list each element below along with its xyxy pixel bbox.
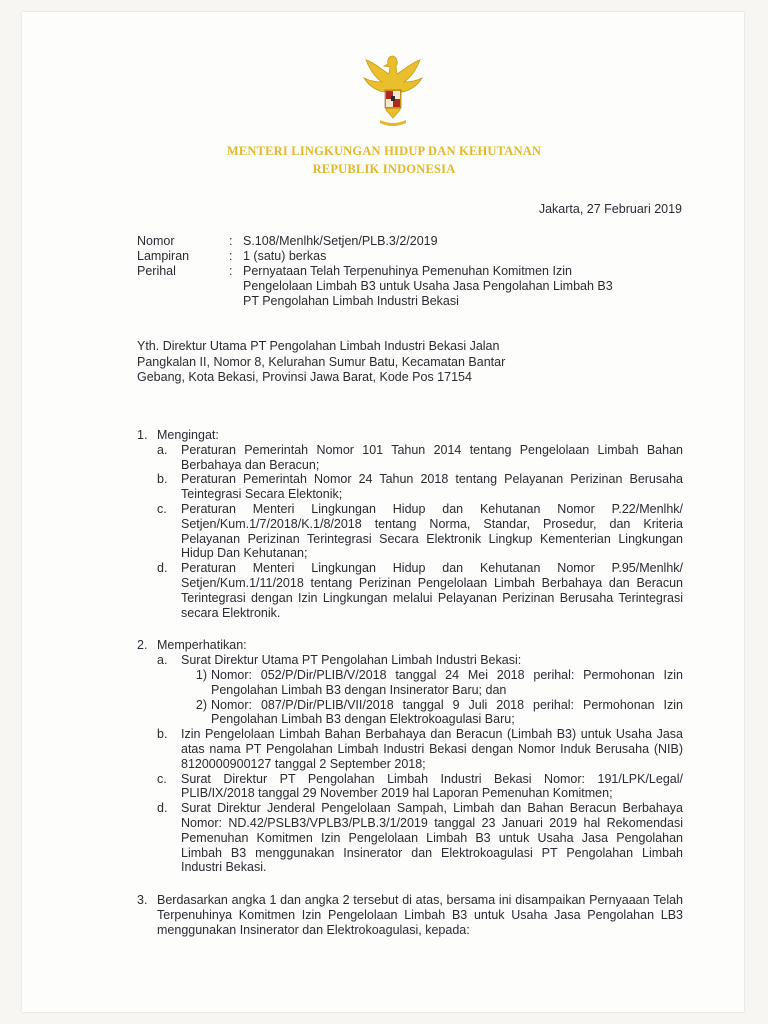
section-3 [137,893,683,937]
meta-label: Nomor [137,234,175,248]
sub-item: 1) Nomor: 052/P/Dir/PLIB/V/2018 tanggal 24 Mei 2018 perihal: Permohonan Izin Pengolahan Limbah B3 dengan Insinerator Baru; dan [195,667,683,697]
garuda-emblem-icon [362,52,424,132]
list-item: d. Surat Direktur Jenderal Pengelolaan Sampah, Limbah dan Bahan Beracun Berbahaya Nomor: ND.42/PSLB3/VPLB3/PLB.3/1/2019 tanggal 23 Januari 2019 hal Rekomendasi Pemenuhan Komitmen Izin Pengelolaan Limbah B3 untuk Usaha Jasa Pengolahan Limbah B3 menggunakan Insinerator dan Elektrokoagulasi PT Pengolahan Limbah Industri Bekasi. [157,801,683,875]
letter-date: Jakarta, 27 Februari 2019 [538,202,682,216]
section-title: Memperhatikan: [157,638,247,653]
list-item: a. Surat Direktur Utama PT Pengolahan Limbah Industri Bekasi: 1) Nomor: 052/P/Dir/PLIB/V/2018 tanggal 24 Mei 2018 perihal: Permohonan Izin Pengolahan Limbah B3 dengan Insinerator Baru; dan 2) Nomor: 087/P/Dir/PLIB/VII/2018 tanggal 9 Juli 2018 perihal: Permohonan Izin Pengolahan Limbah B3 dengan Elektrokoagulasi Baru; [157,653,683,727]
addressee: Yth. Direktur Utama PT Pengolahan Limbah Industri Bekasi Jalan Pangkalan II, Nomor 8, Kelurahan Sumur Batu, Kecamatan Bantar Gebang, Kota Bekasi, Provinsi Jawa Barat, Kode Pos 17154 [137,339,506,384]
list-item: b. Peraturan Pemerintah Nomor 24 Tahun 2018 tentang Pelayanan Perizinan Berusaha Teintegrasi Secara Elektonik; [157,472,683,502]
section-number: 2. [137,638,148,653]
list-item: a. Peraturan Pemerintah Nomor 101 Tahun 2014 tentang Pengelolaan Limbah Bahan Berbahaya dan Beracun; [157,442,683,472]
meta-label: Perihal [137,264,176,278]
letterhead-subtitle: REPUBLIK INDONESIA [312,162,456,176]
letter-meta [137,234,653,309]
meta-value: S.108/Menlhk/Setjen/PLB.3/2/2019 [243,234,438,248]
list-item: c. Peraturan Menteri Lingkungan Hidup dan Kehutanan Nomor P.22/Menlhk/ Setjen/Kum.1/7/2018/K.1/8/2018 tentang Norma, Standar, Prosedur, dan Kriteria Pelayanan Perizinan Terintegrasi Secara Elektronik Lingkup Kementerian Lingkungan Hidup Dan Kehutanan; [157,501,683,561]
section-title: Mengingat: [157,428,219,442]
meta-row-nomor: Nomor : S.108/Menlhk/Setjen/PLB.3/2/2019 [137,234,653,249]
section-number: 3. [137,893,148,908]
sub-item: 2) Nomor: 087/P/Dir/PLIB/VII/2018 tanggal 9 Juli 2018 perihal: Permohonan Izin Pengolahan Limbah B3 dengan Elektrokoagulasi Baru; [195,697,683,727]
list-item: d. Peraturan Menteri Lingkungan Hidup dan Kehutanan Nomor P.95/Menlhk/ Setjen/Kum.1/11/2018 tentang Perizinan Pengelolaan Limbah Berbahaya dan Beracun Terintegrasi dengan Izin Lingkungan melalui Pelayanan Perizinan Berusaha Terintegrasi secara Elektronik. [157,561,683,620]
section-number: 1. [137,428,148,442]
section-1 [137,428,683,620]
meta-label: Lampiran [137,249,190,263]
list-item: c. Surat Direktur PT Pengolahan Limbah Industri Bekasi Nomor: 191/LPK/Legal/ PLIB/IX/2018 tanggal 29 November 2019 hal Laporan Pemenuhan Komitmen; [157,771,683,801]
letter-body [137,428,683,938]
meta-value: Pernyataan Telah Terpenuhinya Pemenuhan Komitmen Izin Pengelolaan Limbah B3 untuk Usaha Jasa Pengolahan Limbah B3 PT Pengolahan Limbah Industri Bekasi [243,264,613,308]
meta-value: 1 (satu) berkas [243,249,327,263]
section-2 [137,638,683,875]
list-item: b. Izin Pengelolaan Limbah Bahan Berbahaya dan Beracun (Limbah B3) untuk Usaha Jasa atas nama PT Pengolahan Limbah Industri Bekasi dengan Nomor Induk Berusaha (NIB) 8120000900127 tanggal 2 September 2018; [157,727,683,771]
meta-row-lampiran: Lampiran : 1 (satu) berkas [137,249,653,264]
letterhead-title: MENTERI LINGKUNGAN HIDUP DAN KEHUTANAN [226,144,542,158]
meta-row-perihal: Perihal : Pernyataan Telah Terpenuhinya Pemenuhan Komitmen Izin Pengelolaan Limbah B3 untuk Usaha Jasa Pengolahan Limbah B3 PT Pengolahan Limbah Industri Bekasi [137,264,653,309]
section-text: Berdasarkan angka 1 dan angka 2 tersebut di atas, bersama ini disampaikan Pernyaaan Telah Terpenuhinya Komitmen Izin Pengelolaan Limbah B3 untuk Usaha Jasa Pengolahan LB3 menggunakan Insinerator dan Elektrokoagulasi, kepada: [157,893,683,937]
